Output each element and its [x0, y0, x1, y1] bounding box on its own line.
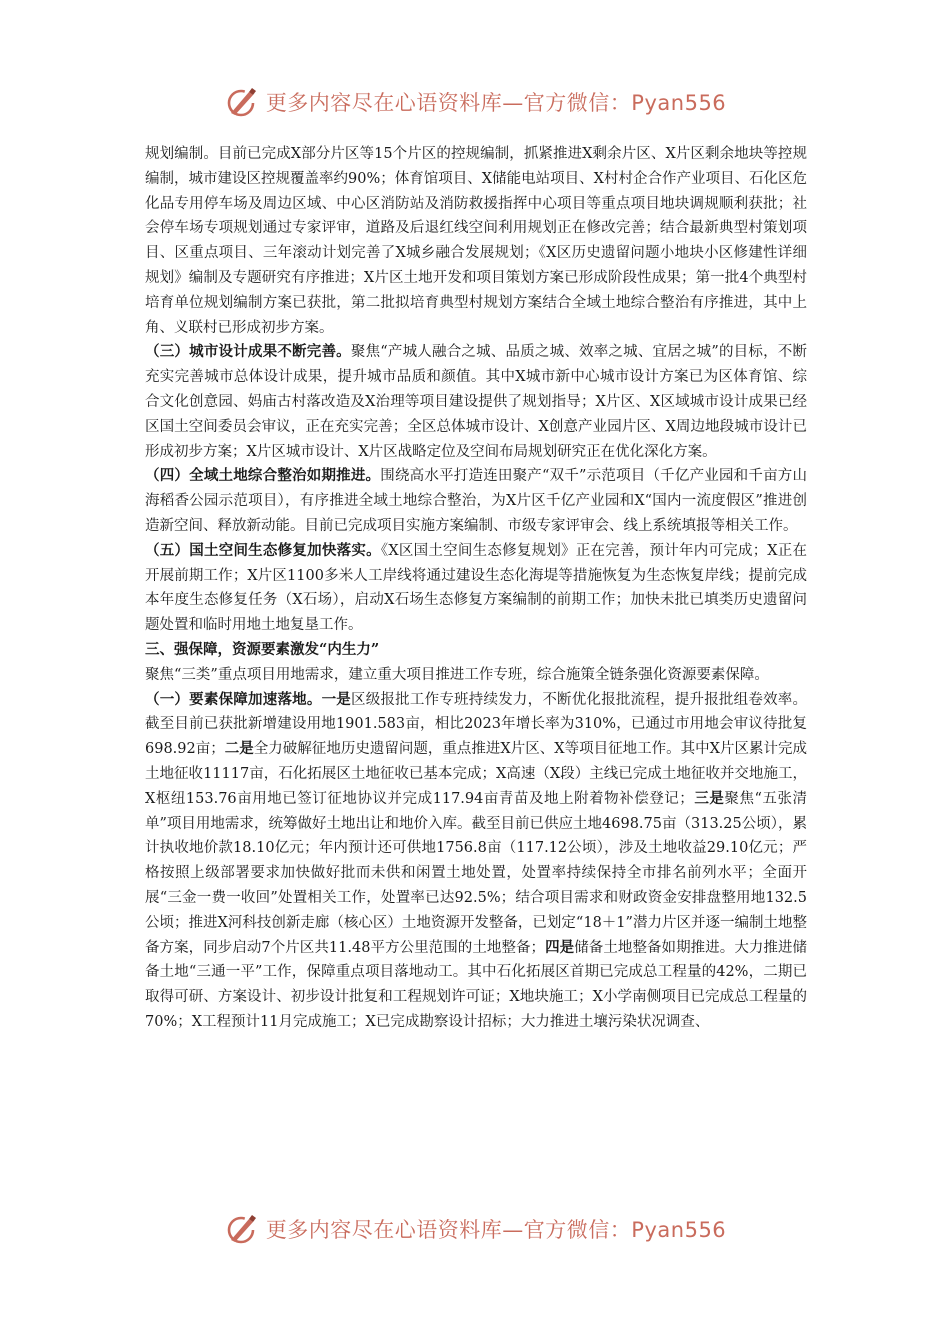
keyword-fourth: 四是 — [545, 938, 575, 956]
paragraph-ecological-restoration — [145, 539, 807, 638]
footer-watermark-banner — [0, 1209, 950, 1249]
pen-swirl-logo-icon — [224, 1211, 260, 1247]
paragraph-text: 聚焦“产城人融合之城、品质之城、效率之城、宜居之城”的目标，不断充实完善城市总体设计成果，提升城市品质和颜值。其中X城市新中心城市设计方案已为区体育馆、综合文化创意园、妈庙古村落改造及X治理等项目建设提供了规划指导；X片区、X区域城市设计成果已经区国土空间委员会审议，正在充实完善；全区总体城市设计、X创意产业园片区、X周边地段城市设计已形成初步方案；X片区城市设计、X片区战略定位及空间布局规划研究正在优化深化方案。 — [145, 344, 808, 460]
section-heading-ecological-restoration: （五）国土空间生态修复加快落实。 — [145, 541, 381, 559]
paragraph-text: 储备土地整备如期推进。大力推进储备土地“三通一平”工作，保障重点项目落地动工。其中石化拓展区首期已完成总工程量的42%，二期已取得可研、方案设计、初步设计批复和工程规划许可证；X地块施工；X小学南侧项目已完成总工程量的70%；X工程预计11月完成施工；X已完成勘察设计招标；大力推进土壤污染状况调查、 — [145, 939, 808, 1030]
section-heading-factor-guarantee: （一）要素保障加速落地。 — [145, 690, 322, 708]
watermark-text: 更多内容尽在心语资料库—官方微信：Pyan556 — [265, 1218, 727, 1242]
pen-swirl-logo-icon — [224, 84, 260, 120]
paragraph-text: 聚焦“五张清单”项目用地需求，统筹做好土地出让和地价入库。截至目前已供应土地4698.75亩（313.25公顷），累计执收地价款18.10亿元；年内预计还可供地1756.8亩（117.12公顷），涉及土地收益29.10亿元；严格按照上级部署要求加快做好批而未供和闲置土地处置，处置率持续保持全市排名前列水平；全面开展“三金一费一收回”处置相关工作，处置率已达92.5%；结合项目需求和财政资金安排盘整用地132.5公顷；推进X河科技创新走廊（核心区）土地资源开发整备，已划定“18＋1”潜力片区并逐一编制土地整备方案，同步启动7个片区共11.48平方公里范围的土地整备； — [145, 790, 807, 956]
paragraph-factor-guarantee — [145, 688, 807, 1035]
document-body — [145, 142, 807, 1035]
watermark-text: 更多内容尽在心语资料库—官方微信：Pyan556 — [265, 91, 727, 115]
paragraph-text: 全力破解征地历史遗留问题，重点推进X片区、X等项目征地工作。其中X片区累计完成土地征收11117亩，石化拓展区土地征收已基本完成；X高速（X段）主线已完成土地征收并交地施工，X枢纽153.76亩用地已签订征地协议并完成117.94亩青苗及地上附着物补偿登记； — [145, 741, 807, 807]
section-heading-land-consolidation: （四）全域土地综合整治如期推进。 — [145, 467, 381, 485]
keyword-first: 一是 — [321, 690, 352, 708]
section-heading-urban-design: （三）城市设计成果不断完善。 — [145, 343, 351, 361]
chapter-heading-guarantee: 三、强保障，资源要素激发“内生力” — [145, 640, 380, 658]
header-watermark-banner — [0, 82, 950, 122]
keyword-second: 二是 — [224, 740, 254, 758]
paragraph-text: 《X区国土空间生态修复规划》正在完善，预计年内可完成；X正在开展前期工作；X片区1100多米人工岸线将通过建设生态化海堤等措施恢复为生态恢复岸线；提前完成本年度生态修复任务（X石场），启动X石场生态修复方案编制的前期工作；加快未批已填类历史遗留问题处置和临时用地土地复垦工作。 — [145, 542, 807, 634]
paragraph-urban-design — [145, 340, 807, 464]
paragraph-land-consolidation — [145, 464, 807, 538]
keyword-third: 三是 — [693, 789, 725, 807]
paragraph-text: 区级报批工作专班持续发力，不断优化报批流程，提升报批组卷效率。截至目前已获批新增建设用地1901.583亩，相比2023年增长率为310%，已通过市用地会审议待批复698.92亩； — [145, 691, 808, 758]
paragraph-planning: 规划编制。目前已完成X部分片区等15个片区的控规编制，抓紧推进X剩余片区、X片区剩余地块等控规编制，城市建设区控规覆盖率约90%；体育馆项目、X储能电站项目、X村村企合作产业项目、石化区危化品专用停车场及周边区域、中心区消防站及消防救援指挥中心项目等重点项目地块调规顺利获批；社会停车场专项规划通过专家评审，道路及后退红线空间利用规划正在修改完善；结合最新典型村策划项目、区重点项目、三年滚动计划完善了X城乡融合发展规划；《X区历史遗留问题小地块小区修建性详细规划》编制及专题研究有序推进；X片区土地开发和项目策划方案已形成阶段性成果；第一批4个典型村培育单位规划编制方案已获批，第二批拟培育典型村规划方案结合全域土地综合整治有序推进，其中上角、义联村已形成初步方案。 — [145, 146, 807, 336]
paragraph-guarantee-intro: 聚焦“三类”重点项目用地需求，建立重大项目推进工作专班，综合施策全链条强化资源要素保障。 — [145, 666, 769, 683]
paragraph-text: 围绕高水平打造连田聚产“双千”示范项目（千亿产业园和千亩方山海稻香公园示范项目），有序推进全域土地综合整治，为X片区千亿产业园和X“国内一流度假区”推进创造新空间、释放新动能。目前已完成项目实施方案编制、市级专家评审会、线上系统填报等相关工作。 — [145, 468, 807, 534]
